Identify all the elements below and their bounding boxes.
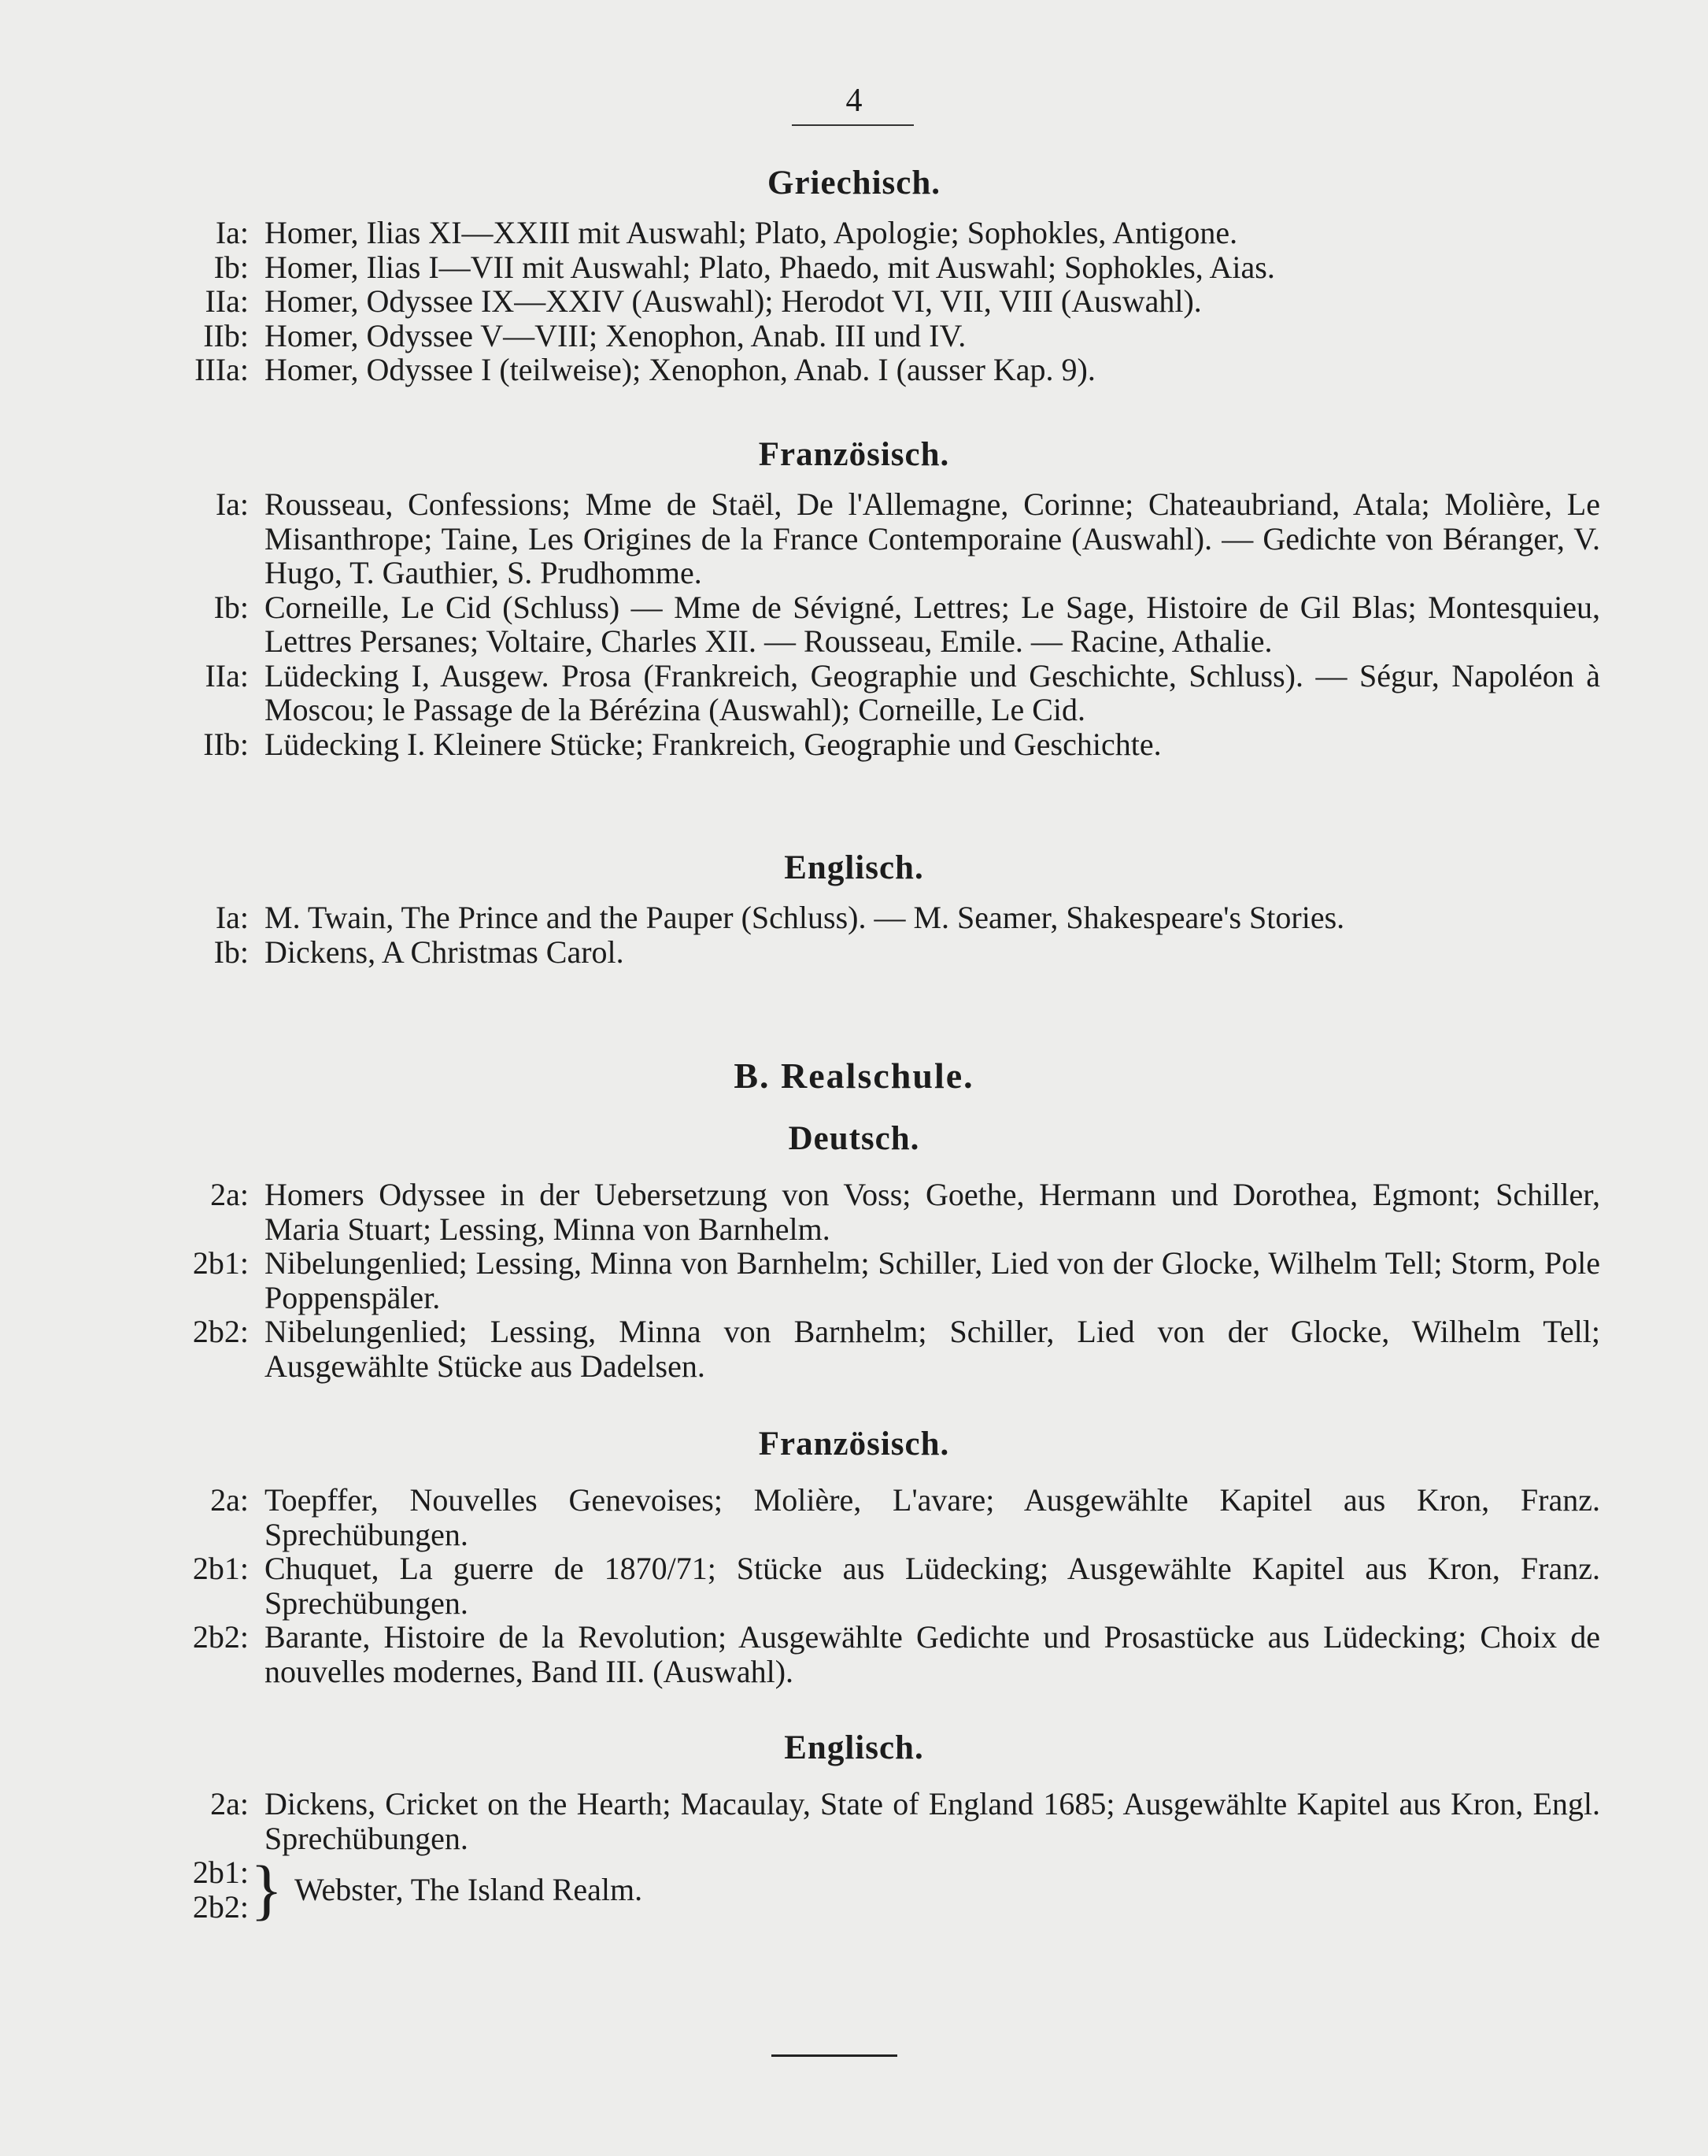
- entry-text: Lüdecking I. Kleinere Stücke; Frankreich, Geographie und Geschichte.: [264, 726, 1162, 762]
- entry-label: Ib:: [213, 589, 249, 625]
- entry: [0, 284, 1708, 319]
- entry: [0, 590, 1708, 659]
- entry-text: Homer, Odyssee IX—XXIV (Auswahl); Herodot VI, VII, VIII (Auswahl).: [264, 283, 1202, 319]
- brace-entry: [0, 1851, 1708, 1928]
- entry: [0, 487, 1708, 590]
- entry-text: M. Twain, The Prince and the Pauper (Schluss). — M. Seamer, Shakespeare's Stories.: [264, 900, 1345, 935]
- entry-label: Ia:: [215, 215, 249, 250]
- entry: [0, 1178, 1708, 1246]
- curly-brace: }: [250, 1851, 283, 1927]
- entry-label: IIb:: [203, 726, 249, 762]
- entry-label: IIb:: [203, 317, 249, 353]
- entry-label: 2b1:: [192, 1855, 249, 1890]
- realschule-title: [0, 1056, 1708, 1096]
- section-heading: Griechisch.: [767, 165, 941, 202]
- entry-text: Lüdecking I, Ausgew. Prosa (Frankreich, Geographie und Geschichte, Schluss). — Ségur, Napoléon à Moscou; le Passage de la Bérézina (Auswahl); Corneille, Le Cid.: [264, 657, 1600, 727]
- section-deutsch: [0, 1119, 1708, 1383]
- entry-text: Dickens, A Christmas Carol.: [264, 934, 624, 970]
- entry-label: 2a:: [210, 1177, 249, 1212]
- major-heading: B. Realschule.: [734, 1056, 974, 1096]
- entry: [0, 1620, 1708, 1688]
- entry-label: 2b2:: [192, 1889, 249, 1925]
- brace-labels: [157, 1855, 249, 1925]
- entry-label: 2b1:: [192, 1245, 249, 1281]
- entry-label: IIa:: [205, 657, 249, 693]
- entry: [0, 216, 1708, 250]
- page-number-rule: [792, 124, 914, 126]
- section-realschule-englisch: [0, 1729, 1708, 1928]
- page-number: 4: [845, 83, 863, 119]
- entry-text: Dickens, Cricket on the Hearth; Macaulay, State of England 1685; Ausgewählte Kapitel aus Kron, Engl. Sprechübungen.: [264, 1786, 1600, 1856]
- entry-label: 2a:: [210, 1786, 249, 1821]
- entry-label: IIIa:: [194, 352, 249, 387]
- entry: [0, 353, 1708, 387]
- section-englisch: [0, 849, 1708, 969]
- entry: [0, 935, 1708, 970]
- entry: [0, 900, 1708, 935]
- entry-label: Ia:: [215, 900, 249, 935]
- entry-text: Rousseau, Confessions; Mme de Staël, De l'Allemagne, Corinne; Chateaubriand, Atala; Molière, Le Misanthrope; Taine, Les Origines de la France Contemporaine (Auswahl). — Gedichte von Béranger, V. Hugo, T. Gauthier, S. Prudhomme.: [264, 486, 1600, 590]
- entry-text: Homers Odyssee in der Uebersetzung von Voss; Goethe, Hermann und Dorothea, Egmont; Schiller, Maria Stuart; Lessing, Minna von Barnhelm.: [264, 1177, 1600, 1247]
- entry-text: Webster, The Island Realm.: [294, 1872, 643, 1907]
- entry: [0, 1483, 1708, 1551]
- entry-text: Barante, Histoire de la Revolution; Ausgewählte Gedichte und Prosastücke aus Lüdecking; Choix de nouvelles modernes, Band III. (Auswahl).: [264, 1619, 1600, 1689]
- entry: [0, 659, 1708, 727]
- entry-text: Homer, Odyssee I (teilweise); Xenophon, Anab. I (ausser Kap. 9).: [264, 352, 1096, 387]
- entry: [0, 250, 1708, 285]
- entry-label: IIa:: [205, 283, 249, 319]
- section-franzoesisch: [0, 435, 1708, 761]
- entry-label: Ib:: [213, 934, 249, 970]
- entry: [0, 1246, 1708, 1315]
- entry: [0, 319, 1708, 353]
- entry-text: Toepffer, Nouvelles Genevoises; Molière, L'avare; Ausgewählte Kapitel aus Kron, Franz. Sprechübungen.: [264, 1482, 1600, 1552]
- entry-text: Homer, Ilias XI—XXIII mit Auswahl; Plato, Apologie; Sophokles, Antigone.: [264, 215, 1238, 250]
- entry: [0, 1315, 1708, 1383]
- section-heading: Französisch.: [758, 436, 950, 473]
- entry-text: Corneille, Le Cid (Schluss) — Mme de Sévigné, Lettres; Le Sage, Histoire de Gil Blas; Montesquieu, Lettres Persanes; Voltaire, Charles XII. — Rousseau, Emile. — Racine, Athalie.: [264, 589, 1600, 659]
- entry: [0, 727, 1708, 762]
- entry-text: Chuquet, La guerre de 1870/71; Stücke aus Lüdecking; Ausgewählte Kapitel aus Kron, Franz. Sprechübungen.: [264, 1551, 1600, 1621]
- entry-text: Nibelungenlied; Lessing, Minna von Barnhelm; Schiller, Lied von der Glocke, Wilhelm Tell; Storm, Pole Poppenspäler.: [264, 1245, 1600, 1315]
- entry-label: Ib:: [213, 249, 249, 285]
- end-rule: [771, 2054, 897, 2057]
- entry-text: Homer, Ilias I—VII mit Auswahl; Plato, Phaedo, mit Auswahl; Sophokles, Aias.: [264, 249, 1275, 285]
- section-griechisch: [0, 164, 1708, 387]
- entry: [0, 1787, 1708, 1855]
- entry-text: Nibelungenlied; Lessing, Minna von Barnhelm; Schiller, Lied von der Glocke, Wilhelm Tell; Ausgewählte Stücke aus Dadelsen.: [264, 1314, 1600, 1384]
- section-heading: Englisch.: [784, 849, 924, 886]
- entry-label: 2b1:: [192, 1551, 249, 1586]
- section-heading: Englisch.: [784, 1729, 924, 1766]
- section-heading: Deutsch.: [788, 1120, 920, 1157]
- section-heading: Französisch.: [758, 1426, 950, 1463]
- entry-label: 2b2:: [192, 1314, 249, 1349]
- entry-label: Ia:: [215, 486, 249, 522]
- entry-label: 2a:: [210, 1482, 249, 1518]
- entry: [0, 1551, 1708, 1620]
- entry-text: Homer, Odyssee V—VIII; Xenophon, Anab. III und IV.: [264, 317, 967, 353]
- section-realschule-franzoesisch: [0, 1425, 1708, 1688]
- entry-label: 2b2:: [192, 1619, 249, 1655]
